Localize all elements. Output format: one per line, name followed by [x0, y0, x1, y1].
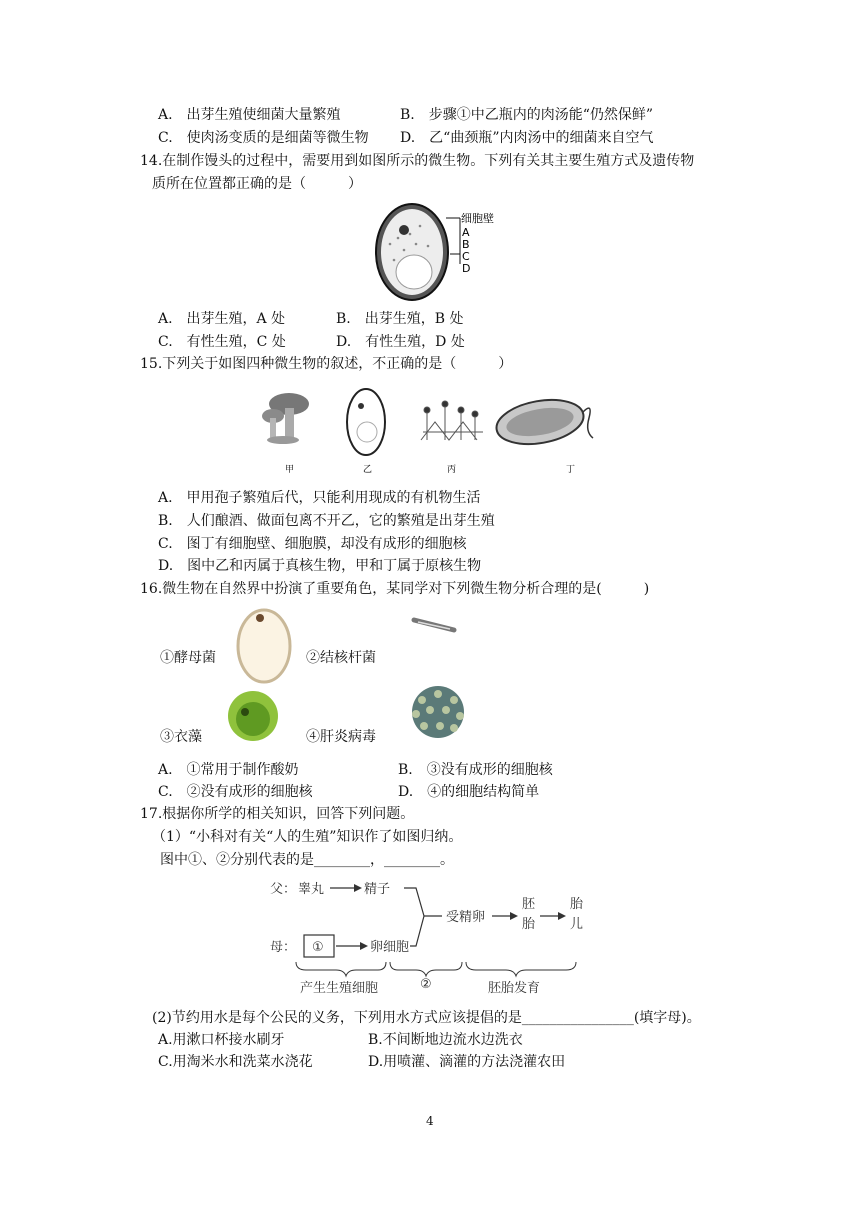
label-ding: 丁 [566, 465, 576, 475]
mold-image [421, 401, 483, 440]
mother-label: 母： [270, 940, 297, 955]
q14-option-d: D. 有性生殖，D 处 [336, 334, 465, 350]
four-microbes-figure [255, 382, 595, 478]
zygote-label: 受精卵 [446, 910, 486, 925]
sperm-label: 精子 [364, 882, 391, 897]
q17-part2-line1: (2)节约用水是每个公民的义务，下列用水方式应该提倡的是________________(填字母)。 [152, 1010, 701, 1026]
page-number: 4 [426, 1114, 434, 1128]
q13-option-a: A. 出芽生殖使细菌大量繁殖 [158, 107, 341, 123]
bacterium-image [493, 394, 593, 451]
tb-bacillus-photo [410, 612, 460, 640]
q14-option-c: C. 有性生殖，C 处 [158, 334, 286, 350]
egg-label: 卵细胞 [370, 940, 410, 955]
vacuole-shape [396, 255, 432, 289]
q14-stem-line1: 14.在制作馒头的过程中，需要用到如图所示的微生物。下列有关其主要生殖方式及遗传物 [140, 153, 695, 169]
label-d: D [462, 262, 471, 275]
yeast-image [347, 389, 385, 455]
q15-option-b: B. 人们酿酒、做面包离不开乙，它的繁殖是出芽生殖 [158, 513, 495, 529]
reproduction-diagram [266, 872, 606, 1000]
q16-item-tb-bacillus: ②结核杆菌 [306, 650, 376, 666]
q14-option-a: A. 出芽生殖，A 处 [158, 311, 286, 327]
q13-option-d: D. 乙“曲颈瓶”内肉汤中的细菌来自空气 [400, 130, 654, 146]
q17-option-c: C.用淘米水和洗菜水浇花 [158, 1054, 313, 1070]
label-jia: 甲 [285, 465, 295, 475]
stage-produce-gametes: 产生生殖细胞 [300, 981, 379, 996]
fetus-label-top: 胎 [570, 897, 584, 912]
q14-option-b: B. 出芽生殖，B 处 [336, 311, 464, 327]
q15-option-d: D. 图中乙和丙属于真核生物，甲和丁属于原核生物 [158, 558, 482, 574]
fetus-label-bottom: 儿 [570, 917, 584, 932]
q17-part1-line2: 图中①、②分别代表的是________，________。 [160, 852, 454, 868]
q17-part1-line1: （1）“小科对有关“人的生殖”知识作了如图归纳。 [152, 829, 463, 845]
hepatitis-virus-photo [400, 682, 478, 742]
chlamydomonas-photo [225, 686, 281, 746]
label-yi: 乙 [363, 465, 373, 475]
father-label: 父： [270, 882, 297, 897]
q15-option-a: A. 甲用孢子繁殖后代，只能利用现成的有机物生活 [158, 490, 481, 506]
q16-option-d: D. ④的细胞结构简单 [398, 784, 540, 800]
q16-stem: 16.微生物在自然界中扮演了重要角色，某同学对下列微生物分析合理的是( ) [140, 581, 650, 597]
q16-item-hepatitis-virus: ④肝炎病毒 [306, 729, 376, 745]
q17-stem: 17.根据你所学的相关知识，回答下列问题。 [140, 806, 415, 822]
q13-option-b: B. 步骤①中乙瓶内的肉汤能“仍然保鲜” [400, 107, 654, 123]
q15-option-c: C. 图丁有细胞壁、细胞膜，却没有成形的细胞核 [158, 536, 467, 552]
q16-option-b: B. ③没有成形的细胞核 [398, 762, 553, 778]
yeast-photo [234, 602, 298, 686]
q17-option-d: D.用喷灌、滴灌的方法浇灌农田 [368, 1054, 566, 1070]
mushroom-image [262, 393, 309, 444]
q17-option-a: A.用漱口杯接水刷牙 [158, 1032, 285, 1048]
label-a: A [462, 226, 470, 239]
nucleus-shape [399, 225, 409, 235]
label-cell-wall: 细胞壁 [461, 212, 494, 225]
q16-option-a: A. ①常用于制作酸奶 [158, 762, 299, 778]
label-b: B [462, 238, 470, 251]
blank-box-label: ① [312, 940, 324, 955]
stage-two: ② [420, 977, 432, 992]
stage-embryo-development: 胚胎发育 [488, 981, 541, 996]
embryo-label-top: 胚 [522, 897, 536, 912]
label-bing: 丙 [447, 465, 457, 475]
q16-option-c: C. ②没有成形的细胞核 [158, 784, 313, 800]
testis-label: 睾丸 [298, 882, 325, 897]
q16-item-chlamydomonas: ③衣藻 [160, 729, 202, 745]
label-c: C [462, 250, 470, 263]
q16-item-yeast: ①酵母菌 [160, 650, 216, 666]
q13-option-c: C. 使肉汤变质的是细菌等微生物 [158, 130, 369, 146]
q17-option-b: B.不间断地边流水边洗衣 [368, 1032, 523, 1048]
q14-stem-line2: 质所在位置都正确的是（ ） [152, 176, 362, 192]
yeast-cell-figure [368, 200, 508, 304]
embryo-label-bottom: 胎 [522, 917, 536, 932]
q15-stem: 15.下列关于如图四种微生物的叙述，不正确的是（ ） [140, 356, 513, 372]
